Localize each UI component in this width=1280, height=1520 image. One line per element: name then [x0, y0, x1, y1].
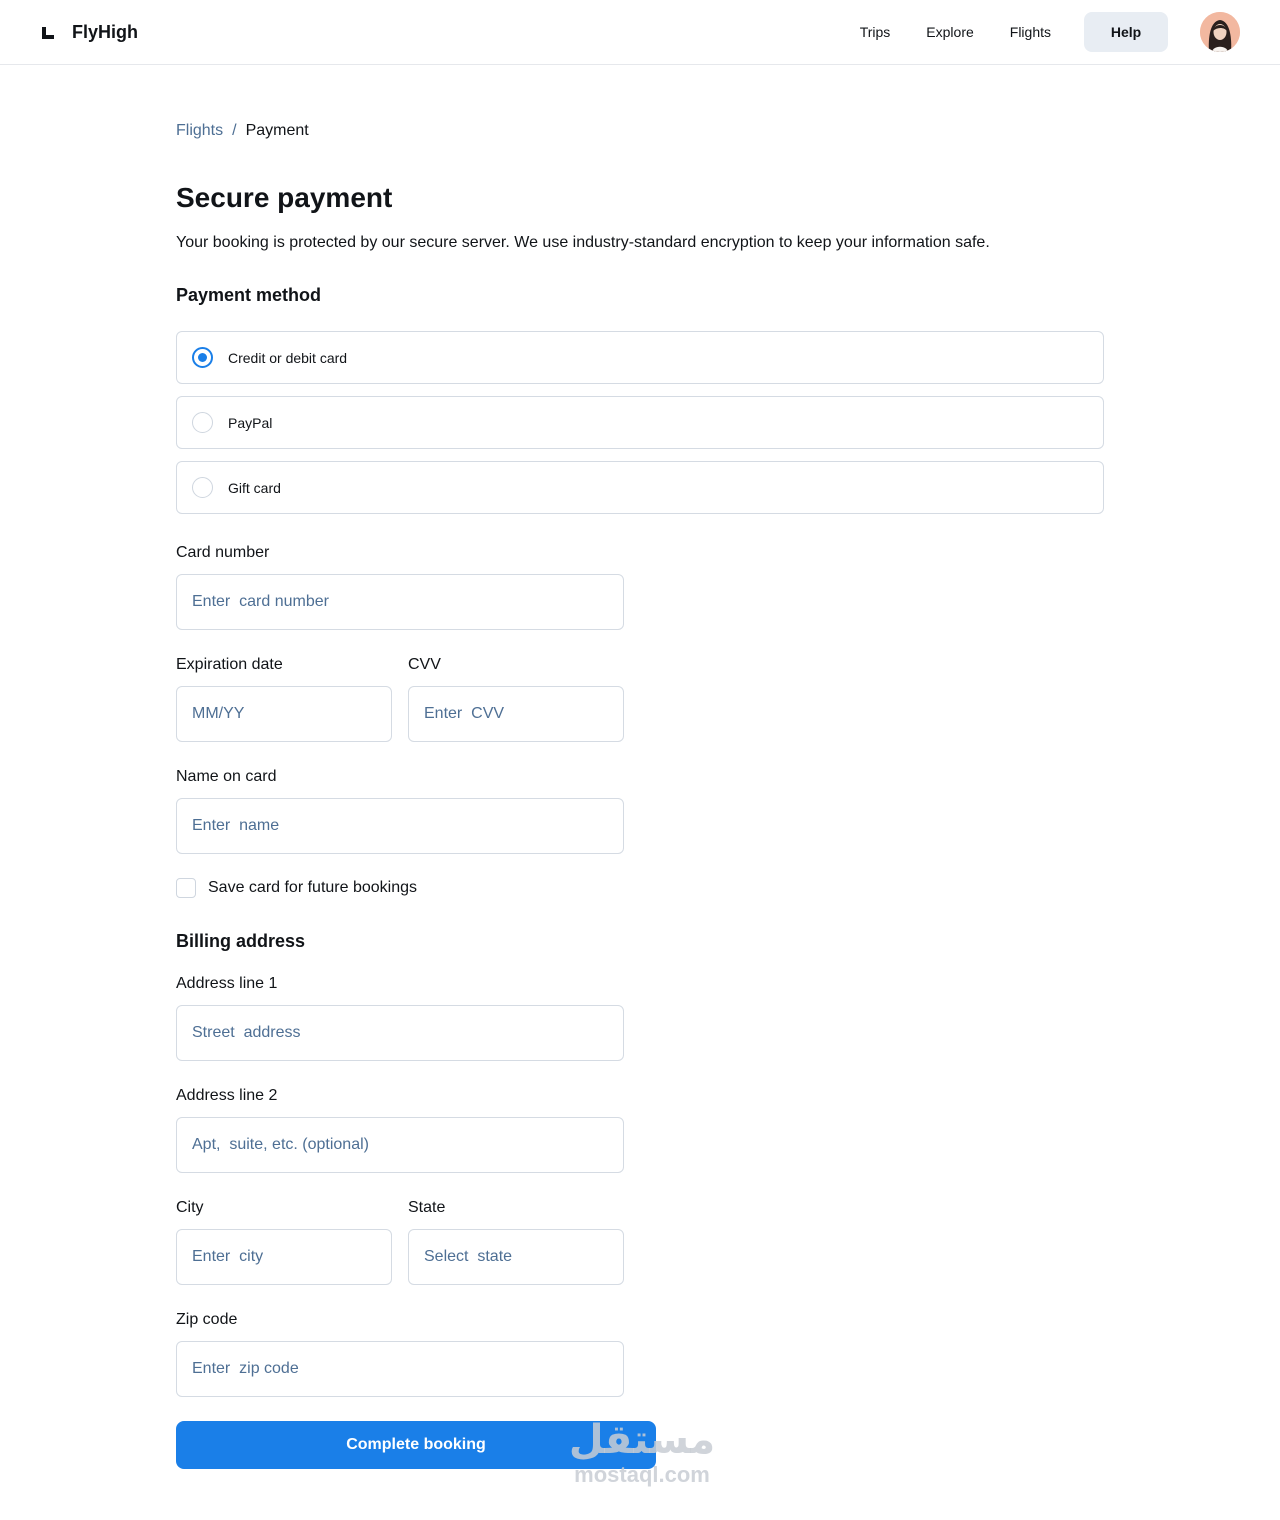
- state-select[interactable]: [408, 1229, 624, 1285]
- brand-name: FlyHigh: [72, 22, 138, 42]
- save-card-label[interactable]: Save card for future bookings: [208, 879, 418, 896]
- card-number-label: Card number: [176, 544, 270, 561]
- flyhigh-logo-icon: [40, 25, 56, 41]
- card-number-input[interactable]: [176, 574, 624, 630]
- breadcrumb-separator: /: [232, 122, 237, 139]
- watermark-arabic: مستقل: [568, 1417, 716, 1463]
- zip-code-label: Zip code: [176, 1311, 238, 1328]
- top-header: [0, 0, 1280, 65]
- complete-booking-button[interactable]: Complete booking: [176, 1421, 656, 1469]
- address-line-1-label: Address line 1: [176, 975, 278, 992]
- user-avatar[interactable]: [1200, 12, 1240, 52]
- payment-option-gift-card-label: Gift card: [228, 479, 281, 496]
- address-line-2-input[interactable]: [176, 1117, 624, 1173]
- breadcrumb-flights-link[interactable]: Flights: [176, 122, 224, 139]
- payment-option-card-label: Credit or debit card: [228, 349, 348, 366]
- expiration-date-label: Expiration date: [176, 656, 283, 673]
- name-on-card-label: Name on card: [176, 768, 277, 785]
- main-nav: [860, 12, 1240, 52]
- nav-trips[interactable]: Trips: [859, 24, 891, 40]
- cvv-label: CVV: [408, 656, 441, 673]
- nav-explore[interactable]: Explore: [926, 24, 974, 40]
- save-card-row: [176, 878, 417, 898]
- payment-method-heading: Payment method: [176, 285, 322, 305]
- radio-gift-card[interactable]: [192, 477, 213, 498]
- radio-card[interactable]: [192, 347, 213, 368]
- save-card-checkbox[interactable]: [176, 878, 196, 898]
- nav-flights[interactable]: Flights: [1009, 24, 1051, 40]
- breadcrumb: [176, 122, 309, 140]
- name-on-card-input[interactable]: [176, 798, 624, 854]
- breadcrumb-current: Payment: [245, 122, 309, 139]
- billing-address-heading: Billing address: [176, 931, 306, 951]
- page-description: Your booking is protected by our secure server. We use industry-standard encryption to keep your information safe.: [176, 234, 990, 251]
- payment-option-gift-card[interactable]: [176, 461, 1104, 514]
- address-line-2-label: Address line 2: [176, 1087, 278, 1104]
- payment-option-paypal-label: PayPal: [228, 414, 273, 431]
- radio-paypal[interactable]: [192, 412, 213, 433]
- city-label: City: [176, 1199, 204, 1216]
- expiration-date-input[interactable]: [176, 686, 392, 742]
- watermark-latin: mostaql.com: [574, 1462, 710, 1487]
- payment-option-paypal[interactable]: [176, 396, 1104, 449]
- radio-selected-dot: [198, 353, 207, 362]
- city-input[interactable]: [176, 1229, 392, 1285]
- zip-code-input[interactable]: [176, 1341, 624, 1397]
- cvv-input[interactable]: [408, 686, 624, 742]
- state-label: State: [408, 1199, 446, 1216]
- brand-logo[interactable]: [40, 22, 138, 43]
- help-button[interactable]: Help: [1084, 12, 1168, 52]
- payment-option-card[interactable]: [176, 331, 1104, 384]
- address-line-1-input[interactable]: [176, 1005, 624, 1061]
- avatar-icon: [1200, 12, 1240, 52]
- page-title: Secure payment: [176, 182, 393, 213]
